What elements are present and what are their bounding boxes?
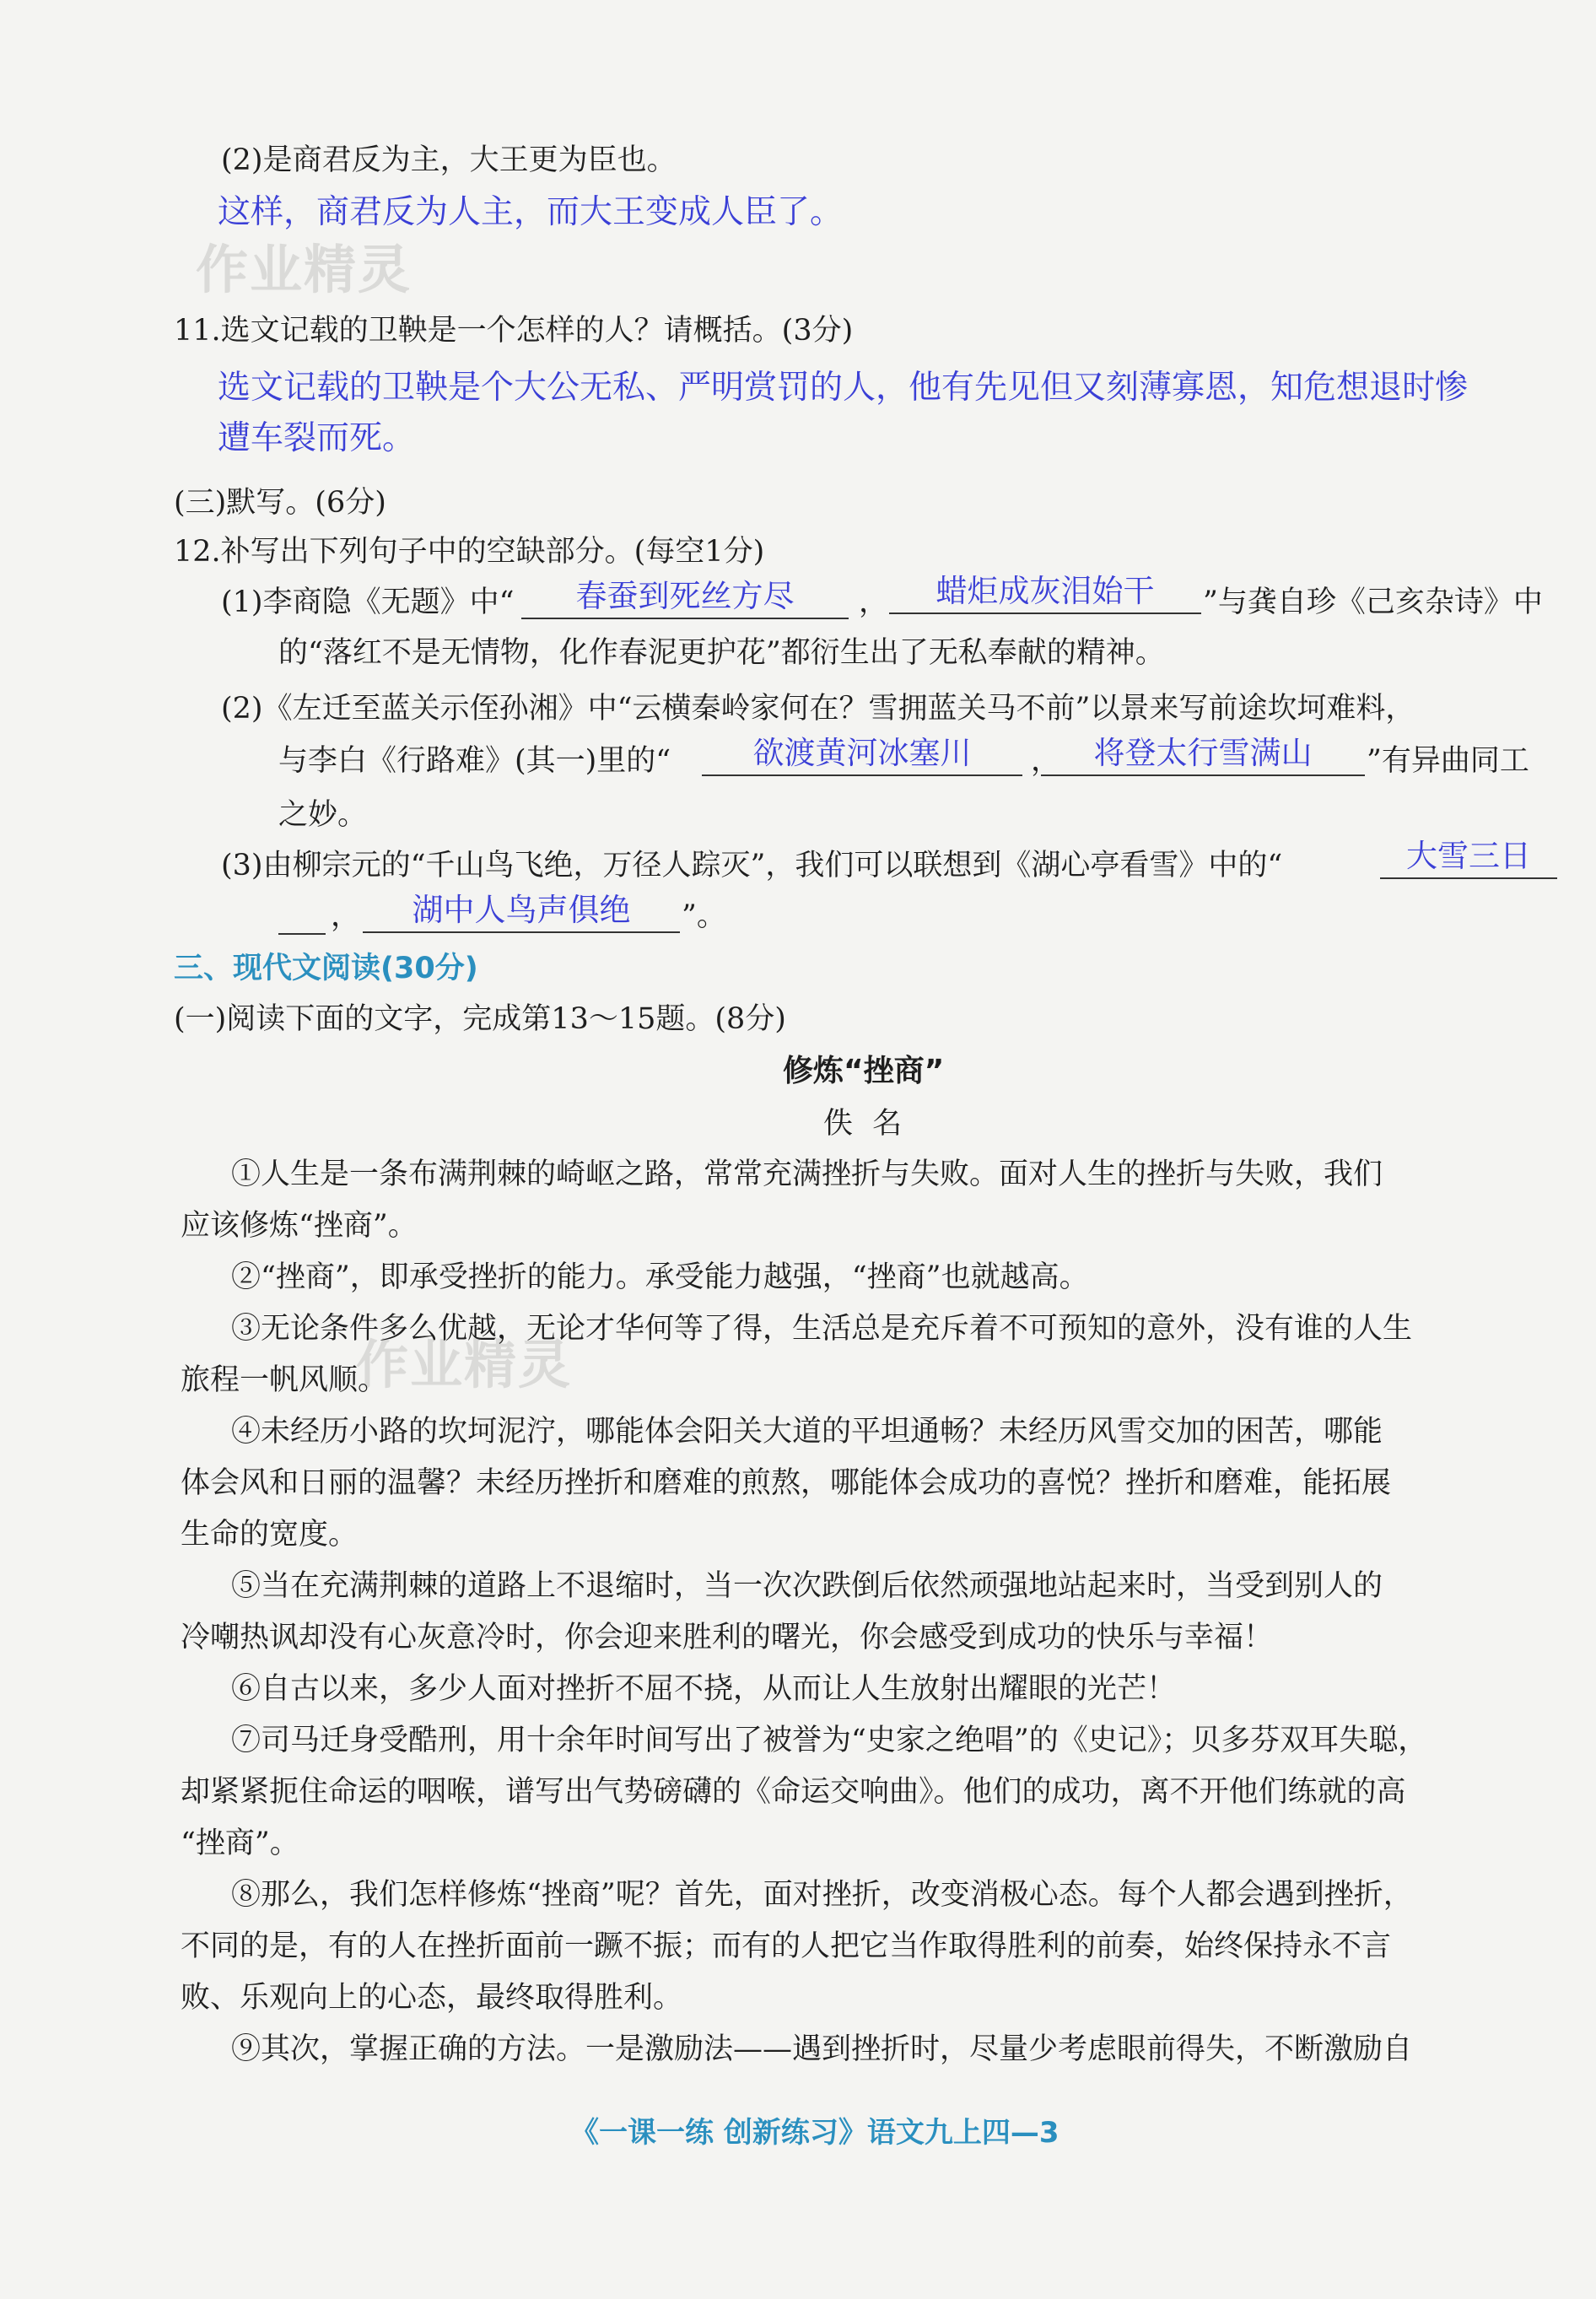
article-line: ①人生是一条布满荆棘的崎岖之路，常常充满挫折与失败。面对人生的挫折与失败，我们 bbox=[231, 1158, 1383, 1191]
q12-blank-4: 将登太行雪满山 bbox=[1041, 739, 1365, 776]
q12-blank-5-continued bbox=[278, 898, 326, 935]
q12-p3-text-a: (3)由柳宗元的“千山鸟飞绝，万径人踪灭”，我们可以联想到《湖心亭看雪》中的“ bbox=[221, 849, 1283, 882]
q11-answer-line1: 选文记载的卫鞅是个大公无私、严明赏罚的人，他有先见但又刻薄寡恩，知危想退时惨 bbox=[218, 369, 1469, 407]
article-line: ⑤当在充满荆棘的道路上不退缩时，当一次次跌倒后依然顽强地站起来时，当受到别人的 bbox=[231, 1569, 1383, 1603]
q11-question: 11.选文记载的卫鞅是一个怎样的人？请概括。(3分) bbox=[174, 314, 854, 348]
article-line: ⑥自古以来，多少人面对挫折不屈不挠，从而让人生放射出耀眼的光芒！ bbox=[231, 1672, 1177, 1706]
q12-blank-3: 欲渡黄河冰塞川 bbox=[702, 739, 1022, 776]
q12-p3-text-c: ”。 bbox=[682, 899, 726, 933]
article-line: ③无论条件多么优越，无论才华何等了得，生活总是充斥着不可预知的意外，没有谁的人生 bbox=[231, 1312, 1413, 1346]
article-author: 佚 名 bbox=[823, 1107, 908, 1141]
q12-p2-text-c: ”有异曲同工 bbox=[1367, 744, 1529, 778]
article-line: 旅程一帆风顺。 bbox=[181, 1363, 388, 1397]
section-3-heading: (三)默写。(6分) bbox=[174, 486, 386, 520]
q12-p1-line2: 的“落红不是无情物，化作春泥更护花”都衍生出了无私奉献的精神。 bbox=[278, 636, 1165, 670]
article-line: ⑨其次，掌握正确的方法。一是激励法——遇到挫折时，尽量少考虑眼前得失，不断激励自 bbox=[231, 2032, 1413, 2066]
q12-blank-2: 蜡炬成灰泪始干 bbox=[889, 577, 1201, 614]
article-line: “挫商”。 bbox=[181, 1827, 299, 1860]
part-3-heading: 三、现代文阅读(30分) bbox=[174, 952, 478, 985]
q12-p2-text-a: 与李白《行路难》(其一)里的“ bbox=[278, 744, 671, 778]
article-line: 体会风和日丽的温馨？未经历挫折和磨难的煎熬，哪能体会成功的喜悦？挫折和磨难，能拓展 bbox=[181, 1466, 1392, 1500]
q12-p1-text-b: ， bbox=[859, 586, 889, 619]
q12-p1-text-a: (1)李商隐《无题》中“ bbox=[221, 586, 515, 619]
q12-blank-1: 春蚕到死丝方尽 bbox=[521, 582, 849, 619]
q12-blank-5: 大雪三日 bbox=[1380, 842, 1557, 879]
article-line: ④未经历小路的坎坷泥泞，哪能体会阳关大道的平坦通畅？未经历风雪交加的困苦，哪能 bbox=[231, 1415, 1383, 1449]
article-line: 不同的是，有的人在挫折面前一蹶不振；而有的人把它当作取得胜利的前奏，始终保持永不言 bbox=[181, 1929, 1392, 1963]
q10-answer-2: 这样，商君反为人主，而大王变成人臣了。 bbox=[218, 193, 844, 231]
article-line: 应该修炼“挫商”。 bbox=[181, 1209, 418, 1243]
article-line: 生命的宽度。 bbox=[181, 1518, 359, 1552]
article-line: ⑧那么，我们怎样修炼“挫商”呢？首先，面对挫折，改变消极心态。每个人都会遇到挫折， bbox=[231, 1878, 1413, 1912]
q12-p2-text-b: ， bbox=[1031, 744, 1061, 778]
article-line: 冷嘲热讽却没有心灰意冷时，你会迎来胜利的曙光，你会感受到成功的快乐与幸福！ bbox=[181, 1621, 1274, 1654]
q12-p1-text-c: ”与龚自珍《己亥杂诗》中 bbox=[1203, 586, 1543, 619]
watermark: 作业精灵 bbox=[356, 1334, 573, 1395]
q10-item-2: (2)是商君反为主，大王更为臣也。 bbox=[221, 143, 677, 177]
article-line: ⑦司马迁身受酷刑，用十余年时间写出了被誉为“史家之绝唱”的《史记》；贝多芬双耳失聪， bbox=[231, 1724, 1428, 1757]
article-line: 却紧紧扼住命运的咽喉，谱写出气势磅礴的《命运交响曲》。他们的成功，离不开他们练就的高 bbox=[181, 1775, 1406, 1809]
q12-p2-line3: 之妙。 bbox=[278, 798, 368, 832]
page-footer: 《一课一练 创新练习》语文九上四—3 bbox=[570, 2116, 1060, 2150]
part-3-subheading: (一)阅读下面的文字，完成第13～15题。(8分) bbox=[174, 1002, 786, 1036]
q11-answer-line2: 遭车裂而死。 bbox=[218, 419, 416, 457]
article-line: 败、乐观向上的心态，最终取得胜利。 bbox=[181, 1981, 683, 2015]
q12-p3-text-b: ， bbox=[331, 899, 361, 933]
watermark: 作业精灵 bbox=[196, 239, 412, 300]
article-title: 修炼“挫商” bbox=[783, 1054, 945, 1088]
article-line: ②“挫商”，即承受挫折的能力。承受能力越强，“挫商”也就越高。 bbox=[231, 1260, 1089, 1294]
q12-p2-line1: (2)《左迁至蓝关示侄孙湘》中“云横秦岭家何在？雪拥蓝关马不前”以景来写前途坎坷难料， bbox=[221, 692, 1415, 726]
q12-blank-6: 湖中人鸟声俱绝 bbox=[363, 896, 680, 933]
q12-question: 12.补写出下列句子中的空缺部分。(每空1分) bbox=[174, 535, 765, 569]
